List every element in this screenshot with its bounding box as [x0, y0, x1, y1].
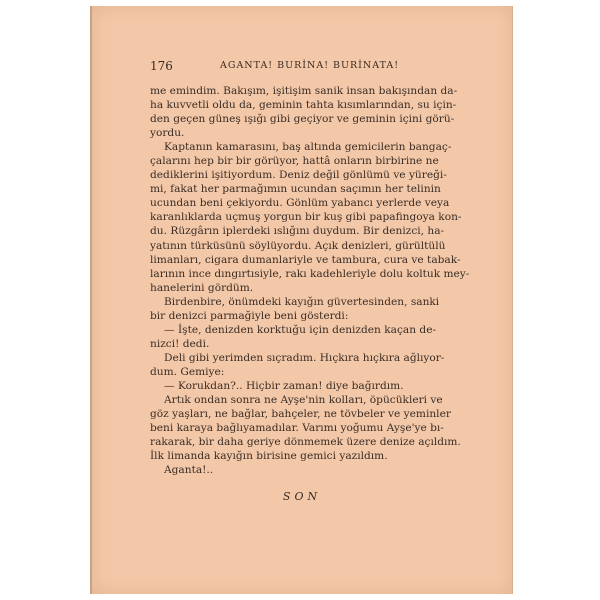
- text-line: ucundan beni çekiyordu. Gönlüm yabancı yerlerde veya: [150, 197, 450, 210]
- text-line: Birdenbire, önümdeki kayığın güvertesinden, sanki: [164, 295, 440, 308]
- text-line: Deli gibi yerimden sıçradım. Hıçkıra hıçkıra ağlıyor-: [164, 351, 445, 364]
- text-line: — Korukdan?.. Hiçbir zaman! diye bağırdım.: [164, 379, 404, 392]
- text-line: çalarını hep bir bir görüyor, hattâ onların birbirine ne: [150, 155, 439, 168]
- text-line: limanları, cigara dumanlariyle ve tambura, cura ve tabak-: [150, 253, 461, 266]
- running-title: AGANTA! BURİNA! BURİNATA!: [220, 60, 400, 71]
- text-line: me emindim. Bakışım, işitişim sanik insan bakışından da-: [150, 85, 458, 97]
- text-line: yatının türküsünü söylüyordu. Açık denizleri, gürültülü: [150, 239, 446, 252]
- text-line: Aganta!..: [164, 464, 214, 477]
- text-line: mi, fakat her parmağımın ucundan saçımın her telinin: [150, 183, 441, 196]
- text-line: İlk limanda kayığın birisine gemici yazıldım.: [150, 450, 388, 463]
- text-line: göz yaşları, ne bağlar, bahçeler, ne tövbeler ve yeminler: [150, 408, 451, 421]
- text-line: dediklerini işitiyordum. Deniz değil gönlümü ve yüreği-: [150, 169, 447, 182]
- page-number: 176: [150, 59, 173, 73]
- text-line: — İşte, denizden korktuğu için denizden kaçan de-: [164, 323, 437, 336]
- text-line: du. Rüzgârın iplerdeki ıslığını duydum. Bir denizci, ha-: [150, 225, 445, 238]
- text-line: beni karaya bağlıyamadılar. Varımı yoğumu Ayşe'ye bı-: [150, 422, 444, 435]
- text-line: Artık ondan sonra ne Ayşe'nin kolları, öpücükleri ve: [164, 394, 443, 407]
- text-line: dum. Gemiye:: [150, 365, 225, 378]
- text-line: den geçen güneş ışığı gibi geçiyor ve geminin içini görü-: [150, 113, 455, 126]
- text-line: rakarak, bir daha geriye dönmemek üzere denize açıldım.: [150, 436, 461, 449]
- body-text: [150, 84, 470, 477]
- page-header: [150, 58, 450, 74]
- text-line: karanlıklarda uçmuş yorgun bir kuş gibi papafingoya kon-: [150, 211, 462, 224]
- text-line: nizci! dedi.: [150, 337, 210, 350]
- text-line: yordu.: [150, 127, 185, 140]
- text-line: bir denizci parmağiyle beni gösterdi:: [150, 309, 349, 322]
- text-line: hanelerini gördüm.: [150, 281, 254, 294]
- end-mark: SON: [282, 490, 322, 503]
- text-line: Kaptanın kamarasını, baş altında gemicilerin bangaç-: [164, 141, 452, 154]
- text-line: ha kuvvetli oldu da, geminin tahta kısımlarından, su için-: [150, 99, 457, 112]
- text-line: larının ince dıngırtısiyle, rakı kadehleriyle dolu koltuk mey-: [150, 267, 470, 280]
- book-page: [90, 6, 513, 594]
